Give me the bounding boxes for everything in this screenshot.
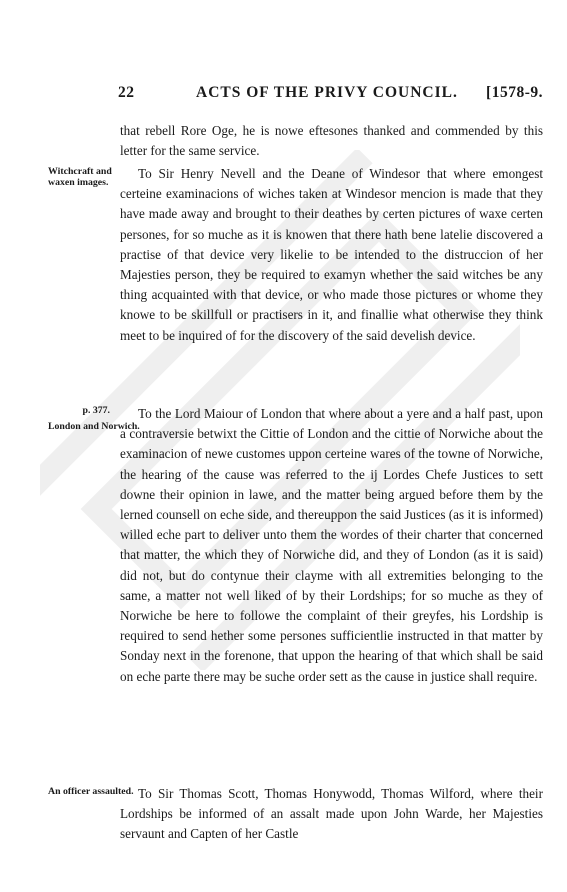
margin-note-witchcraft: Witchcraft and waxen images. <box>48 166 112 188</box>
paragraph-officer-assaulted: To Sir Thomas Scott, Thomas Honywodd, Thomas Wilford, where their Lordships be informed of an assalt made upon John Warde, her Majesties servaunt and Capten of her Castle <box>120 786 543 842</box>
paragraph-witchcraft: To Sir Henry Nevell and the Deane of Windesor that where emongest certeine examinacions of wiches taken at Windesor mencion is made that they have made away and brought to their deathes by certen pictures of waxe certen persones, for so muche as it is knowen that there hath bene latelie discovered a practise of that device very likelie to be intended to the distruccion of her Majesties person, they be required to examyn whether the said witches be any thing acquainted with that device, or who made those pictures or whome they knowe to be skillfull or practisers in it, and finallie what otherwise they think meet to be inquired of for the discovery of the said develish device. <box>120 166 543 343</box>
paragraph-rore-oge: that rebell Rore Oge, he is nowe eftesones thanked and commended by this letter for the same service. <box>120 123 543 159</box>
margin-page-reference: p. 377. <box>82 405 110 416</box>
page-number: 22 <box>118 84 135 101</box>
paragraph-london-norwich: To the Lord Maiour of London that where about a yere and a half past, upon a contraversie betwixt the Cittie of London and the cittie of Norwiche about the examinacion of newe customes uppon certeine wares of the towne of Norwiche, the hearing of the cause was referred to the ij Lordes Chefe Justices to sett downe their opinion in lawe, and the matter being argued before them by the lerned counsell on eche side, and thereuppon the said Justices (as it is informed) willed eche part to deliver unto them the wordes of their charter that concerned that matter, the which they of Norwiche did, and they of London (as it is said) did not, but do contynue their clayme with all extremities belonging to the same, a matter not well liked of by their Lordships; for so muche as they of Norwiche be here to followe the complaint of their greyfes, his Lordship is required to send hether some persones sufficientlie instructed in that matter by Sonday next in the forenone, that uppon the hearing of that which shall be said on eche parte there may be suche order sett as the cause in justice shall require. <box>120 406 543 684</box>
year-range: [1578-9. <box>486 84 543 101</box>
running-title: ACTS OF THE PRIVY COUNCIL. <box>196 84 458 101</box>
margin-note-london-norwich: London and Norwich. <box>48 421 140 432</box>
margin-note-officer-assaulted: An officer assaulted. <box>48 786 134 797</box>
page-header <box>118 84 543 104</box>
